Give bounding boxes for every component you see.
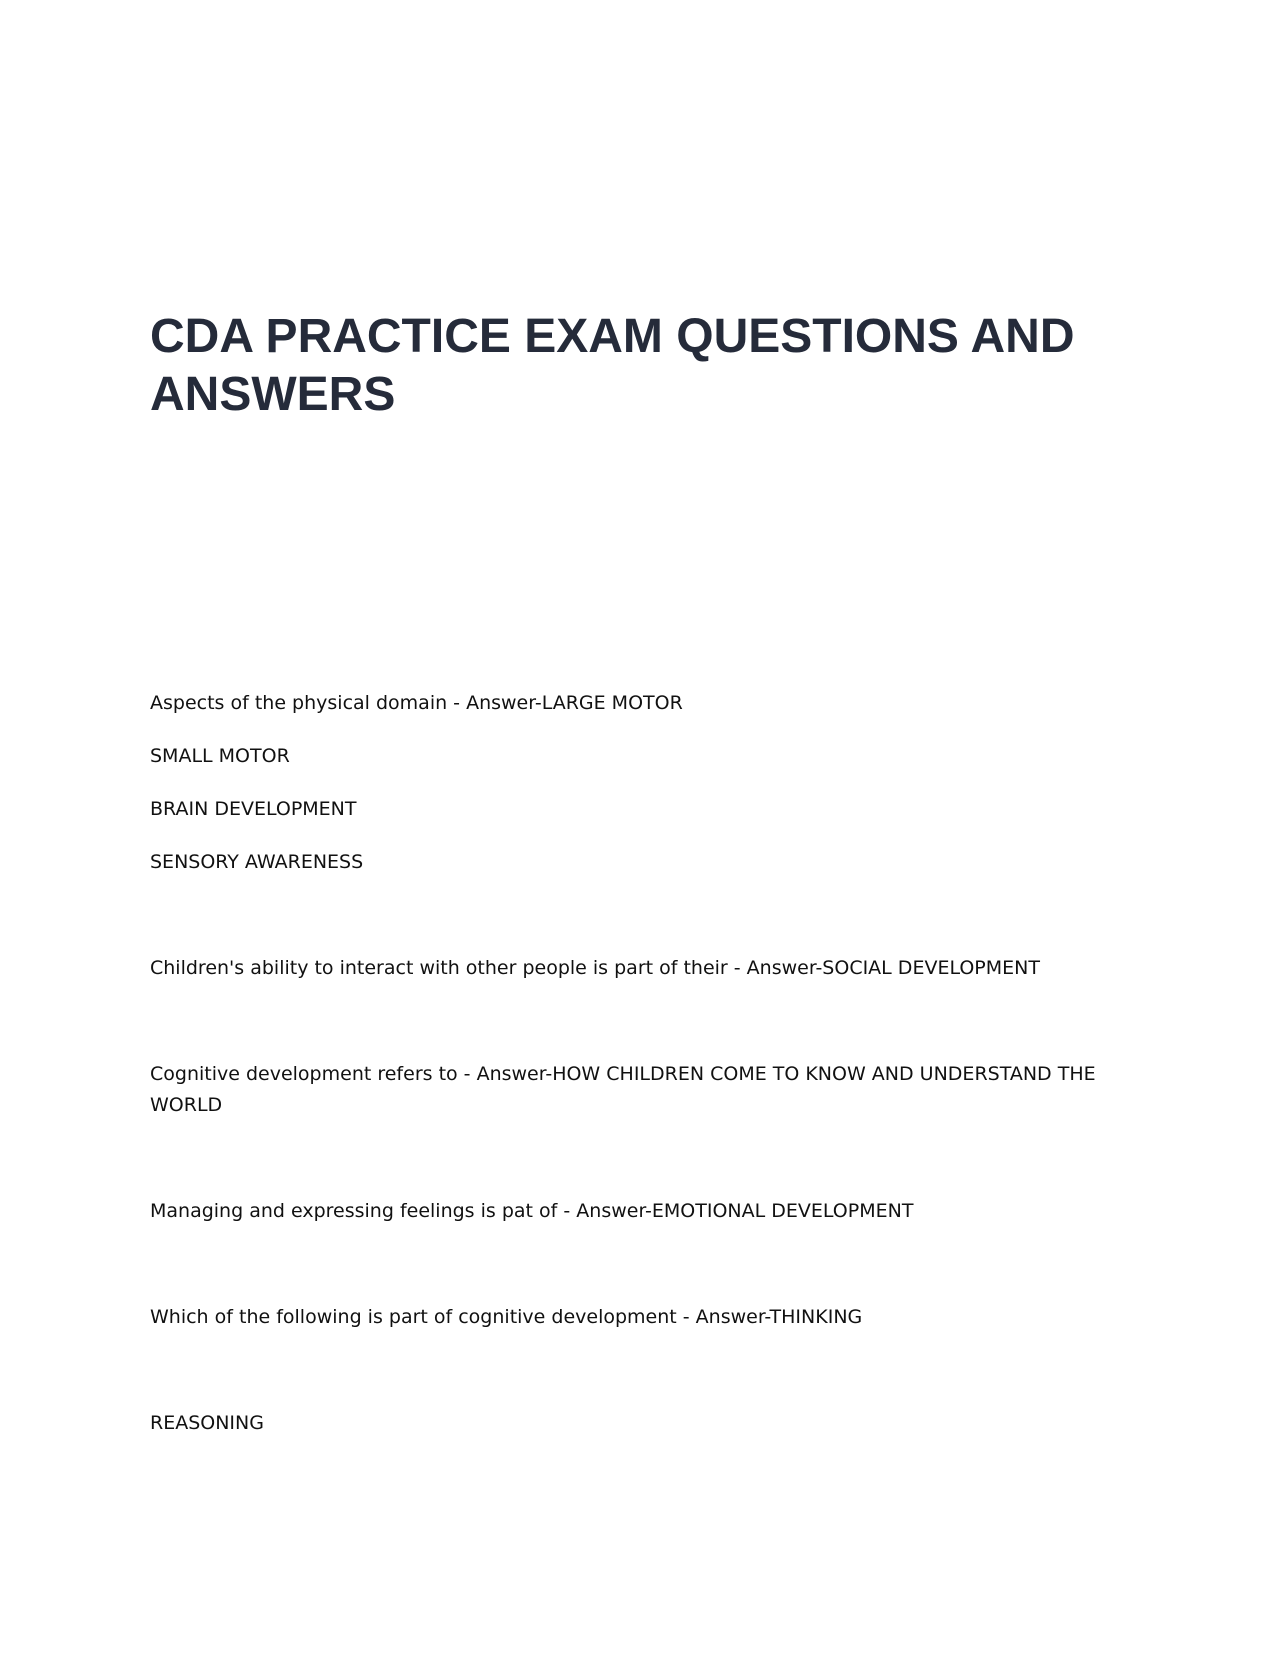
qa-line-cognitive-development: Cognitive development refers to - Answer-HOW CHILDREN COME TO KNOW AND UNDERSTAND THE WORLD	[150, 1063, 1096, 1116]
document-title: CDA PRACTICE EXAM QUESTIONS AND ANSWERS	[150, 310, 1075, 421]
qa-line-brain-development: BRAIN DEVELOPMENT	[150, 798, 357, 820]
qa-line-emotional-development: Managing and expressing feelings is pat of - Answer-EMOTIONAL DEVELOPMENT	[150, 1200, 914, 1222]
qa-line-physical-domain: Aspects of the physical domain - Answer-LARGE MOTOR	[150, 692, 683, 714]
qa-line-reasoning: REASONING	[150, 1412, 264, 1434]
qa-line-thinking: Which of the following is part of cognitive development - Answer-THINKING	[150, 1306, 863, 1328]
qa-line-sensory-awareness: SENSORY AWARENESS	[150, 851, 364, 873]
qa-line-small-motor: SMALL MOTOR	[150, 745, 290, 767]
qa-line-social-development: Children's ability to interact with other people is part of their - Answer-SOCIAL DEVELOPMENT	[150, 957, 1040, 979]
